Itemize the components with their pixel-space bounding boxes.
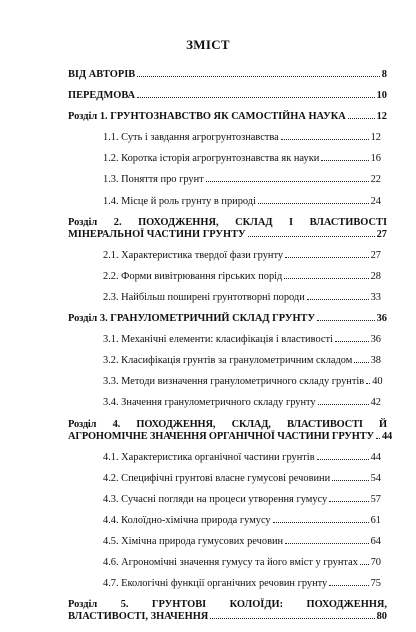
dot-leader: [354, 361, 368, 363]
toc-entry-title: 4.7. Екологічні функції органічних речовин грунту: [103, 578, 328, 590]
toc-page-number: 44: [370, 451, 381, 463]
toc-subsection-entry[interactable]: [62, 473, 381, 485]
dot-leader: [321, 159, 368, 161]
toc-entry-title: Розділ 1. ГРУНТОЗНАВСТВО ЯК САМОСТІЙНА НАУКА: [68, 111, 346, 123]
toc-subsection-entry[interactable]: [62, 153, 381, 165]
dot-leader: [210, 617, 374, 619]
toc-entry-title: АГРОНОМІЧНЕ ЗНАЧЕННЯ ОРГАНІЧНОЇ ЧАСТИНИ ГРУНТУ: [68, 430, 374, 442]
toc-page-number: 36: [370, 334, 381, 346]
dot-leader: [137, 96, 375, 98]
toc-entry-title: 3.2. Класифікація грунтів за гранулометричним складом: [103, 355, 353, 367]
dot-leader: [248, 235, 375, 237]
toc-subsection-entry[interactable]: [62, 250, 381, 262]
toc-entry-title: 4.6. Агрономічні значення гумусу та його вміст у грунтах: [103, 557, 358, 569]
toc-entry-title: 4.2. Специфічні грунтові власне гумусові речовини: [103, 472, 331, 484]
toc-section-entry[interactable]: [62, 111, 387, 123]
toc-page-number: 42: [370, 397, 381, 409]
dot-leader: [206, 180, 369, 182]
toc-entry-title: 2.2. Форми вивітрювання гірських порід: [103, 270, 283, 282]
toc-entry-title: 1.2. Коротка історія агрогрунтознавства як науки: [103, 153, 320, 165]
toc-section-entry[interactable]: [62, 216, 387, 241]
toc-page-number: 10: [376, 90, 387, 102]
toc-page-number: 33: [370, 291, 381, 303]
toc-page-number: 16: [370, 153, 381, 165]
toc-page-number: 80: [376, 611, 387, 623]
toc-entry-title-line: Розділ 5. ГРУНТОВІ КОЛОЇДИ: ПОХОДЖЕННЯ,: [68, 599, 387, 611]
toc-entry-title: 3.4. Значення гранулометричного складу грунту: [103, 397, 316, 409]
toc-entry-title: 3.1. Механічні елементи: класифікація і властивості: [103, 334, 333, 346]
table-of-contents: [62, 69, 393, 632]
toc-subsection-entry[interactable]: [62, 376, 381, 388]
toc-subsection-entry[interactable]: [62, 452, 381, 464]
dot-leader: [307, 298, 369, 300]
toc-page-number: 64: [370, 535, 381, 547]
toc-subsection-entry[interactable]: [62, 578, 381, 590]
toc-subsection-entry[interactable]: [62, 494, 381, 506]
toc-entry-title: 1.3. Поняття про грунт: [103, 174, 204, 186]
dot-leader: [285, 256, 369, 258]
toc-section-entry[interactable]: [62, 418, 393, 443]
toc-entry-title: ПЕРЕДМОВА: [68, 90, 136, 102]
toc-entry-title: 1.1. Суть і завдання агрогрунтознавства: [103, 132, 279, 144]
toc-entry-title-line: Розділ 2. ПОХОДЖЕННЯ, СКЛАД І ВЛАСТИВОСТІ: [68, 216, 387, 228]
dot-leader: [376, 437, 380, 439]
toc-entry-title: 4.5. Хімічна природа гумусових речовин: [103, 535, 284, 547]
toc-page-number: 27: [376, 228, 387, 240]
toc-subsection-entry[interactable]: [62, 557, 381, 569]
dot-leader: [284, 277, 368, 279]
toc-page-number: 38: [370, 355, 381, 367]
toc-page-number: 57: [370, 493, 381, 505]
toc-page-number: 24: [370, 195, 381, 207]
dot-leader: [348, 117, 375, 119]
dot-leader: [329, 500, 368, 502]
dot-leader: [335, 340, 369, 342]
toc-subsection-entry[interactable]: [62, 355, 381, 367]
toc-subsection-entry[interactable]: [62, 292, 381, 304]
dot-leader: [360, 563, 369, 565]
toc-entry-title: 4.3. Сучасні погляди на процеси утворення гумусу: [103, 493, 328, 505]
toc-subsection-entry[interactable]: [62, 397, 381, 409]
toc-entry-title: 2.1. Характеристика твердої фази грунту: [103, 249, 284, 261]
toc-subsection-entry[interactable]: [62, 536, 381, 548]
toc-page-number: 40: [372, 376, 383, 388]
toc-entry-title: 1.4. Місце й роль грунту в природі: [103, 195, 256, 207]
dot-leader: [285, 542, 369, 544]
toc-subsection-entry[interactable]: [62, 132, 381, 144]
toc-page-number: 22: [370, 174, 381, 186]
toc-page-number: 12: [376, 111, 387, 123]
toc-page-number: 28: [370, 270, 381, 282]
toc-subsection-entry[interactable]: [62, 515, 381, 527]
toc-entry-title: 3.3. Методи визначення гранулометричного складу грунтів: [103, 376, 365, 388]
toc-page-number: 8: [381, 69, 387, 80]
toc-entry-title: 2.3. Найбільш поширені грунтотворні породи: [103, 291, 305, 303]
dot-leader: [329, 584, 368, 586]
dot-leader: [332, 479, 368, 481]
dot-leader: [258, 202, 369, 204]
toc-entry-title: ВІД АВТОРІВ: [68, 69, 136, 80]
dot-leader: [317, 319, 375, 321]
toc-page-number: 12: [370, 132, 381, 144]
dot-leader: [137, 75, 380, 77]
toc-subsection-entry[interactable]: [62, 271, 381, 283]
toc-page-number: 75: [370, 578, 381, 590]
toc-page-number: 61: [370, 514, 381, 526]
toc-entry-title: МІНЕРАЛЬНОЇ ЧАСТИНИ ГРУНТУ: [68, 228, 246, 240]
toc-section-entry[interactable]: [62, 599, 387, 623]
toc-subsection-entry[interactable]: [62, 174, 381, 186]
dot-leader: [318, 403, 369, 405]
toc-page-number: 27: [370, 249, 381, 261]
toc-entry-title: 4.4. Колоїдно-хімічна природа гумусу: [103, 514, 271, 526]
toc-entry-title: 4.1. Характеристика органічної частини грунтів: [103, 451, 315, 463]
toc-entry-title: Розділ 3. ГРАНУЛОМЕТРИЧНИЙ СКЛАД ГРУНТУ: [68, 313, 316, 325]
toc-entry-title: ВЛАСТИВОСТІ, ЗНАЧЕННЯ: [68, 611, 209, 623]
page-title: ЗМІСТ: [186, 37, 230, 52]
dot-leader: [273, 521, 369, 523]
toc-entry-title-line: Розділ 4. ПОХОДЖЕННЯ, СКЛАД, ВЛАСТИВОСТІ Й: [68, 418, 387, 430]
toc-page-number: 54: [370, 472, 381, 484]
toc-page-number: 36: [376, 313, 387, 325]
toc-section-entry[interactable]: [62, 90, 387, 102]
toc-subsection-entry[interactable]: [62, 334, 381, 346]
toc-page-number: 70: [370, 557, 381, 569]
dot-leader: [317, 458, 369, 460]
dot-leader: [366, 382, 370, 384]
toc-section-entry[interactable]: [62, 69, 387, 81]
toc-section-entry[interactable]: [62, 313, 387, 325]
toc-subsection-entry[interactable]: [62, 196, 381, 208]
toc-page-number: 44: [381, 430, 393, 442]
dot-leader: [281, 138, 369, 140]
